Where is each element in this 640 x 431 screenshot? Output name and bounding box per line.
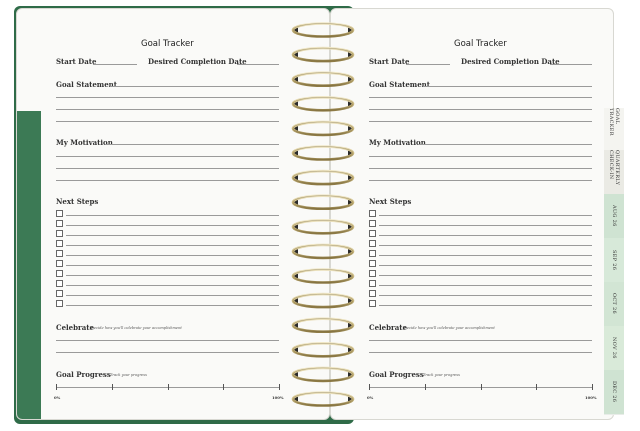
step-line[interactable] <box>66 255 279 256</box>
step-line[interactable] <box>379 255 592 256</box>
right-page <box>330 8 614 420</box>
start-date-line[interactable] <box>93 64 137 65</box>
celebrate-label: Celebrate <box>369 323 407 332</box>
checkbox[interactable] <box>56 240 63 247</box>
checkbox[interactable] <box>369 230 376 237</box>
completion-date-line[interactable] <box>550 64 592 65</box>
start-date-label: Start Date <box>369 57 410 66</box>
spiral-ring <box>293 73 353 86</box>
step-line[interactable] <box>379 215 592 216</box>
tab-label: OCT 26 <box>611 293 617 315</box>
step-line[interactable] <box>66 265 279 266</box>
writing-line[interactable] <box>56 180 279 181</box>
step-line[interactable] <box>66 285 279 286</box>
spiral-ring <box>293 24 353 37</box>
step-line[interactable] <box>379 235 592 236</box>
step-line[interactable] <box>66 295 279 296</box>
spiral-ring <box>293 196 353 209</box>
next-steps-label: Next Steps <box>369 197 412 206</box>
progress-hint: Track your progress <box>423 373 460 377</box>
progress-tick <box>536 384 537 390</box>
step-line[interactable] <box>66 215 279 216</box>
checkbox[interactable] <box>369 250 376 257</box>
motivation-label: My Motivation <box>56 138 113 147</box>
checkbox[interactable] <box>56 230 63 237</box>
spiral-ring <box>293 245 353 258</box>
tab-label: SEP 26 <box>611 249 617 271</box>
start-date-line[interactable] <box>406 64 450 65</box>
checkbox[interactable] <box>369 220 376 227</box>
motivation-label: My Motivation <box>369 138 426 147</box>
tab-quarterly-check-in[interactable] <box>604 150 624 195</box>
goal-statement-label: Goal Statement <box>56 80 117 89</box>
progress-end-label: 100% <box>272 395 284 400</box>
progress-tick <box>56 384 57 390</box>
spiral-ring <box>293 122 353 135</box>
spiral-ring <box>293 368 353 381</box>
writing-line[interactable] <box>56 168 279 169</box>
tab-label: AUG 26 <box>611 205 617 227</box>
step-line[interactable] <box>379 245 592 246</box>
goal-statement-line[interactable] <box>110 86 279 87</box>
progress-start-label: 0% <box>54 395 61 400</box>
progress-tick <box>279 384 280 390</box>
spiral-ring <box>293 270 353 283</box>
goal-progress-label: Goal Progress <box>56 370 111 379</box>
motivation-line[interactable] <box>418 144 592 145</box>
spiral-binding <box>286 14 360 410</box>
progress-tick <box>592 384 593 390</box>
checkbox[interactable] <box>369 240 376 247</box>
checkbox[interactable] <box>56 280 63 287</box>
checkbox[interactable] <box>56 260 63 267</box>
checkbox[interactable] <box>369 260 376 267</box>
tab-sep[interactable] <box>604 238 624 283</box>
progress-tick <box>425 384 426 390</box>
page-title: Goal Tracker <box>141 39 194 49</box>
start-date-label: Start Date <box>56 57 97 66</box>
step-line[interactable] <box>379 285 592 286</box>
checkbox[interactable] <box>369 290 376 297</box>
checkbox[interactable] <box>56 210 63 217</box>
step-line[interactable] <box>66 305 279 306</box>
writing-line[interactable] <box>369 180 592 181</box>
celebrate-hint: Decide how you'll celebrate your accomplishment <box>91 326 182 330</box>
motivation-line[interactable] <box>105 144 279 145</box>
step-line[interactable] <box>379 265 592 266</box>
page-title: Goal Tracker <box>454 39 507 49</box>
writing-line[interactable] <box>369 340 592 341</box>
step-line[interactable] <box>379 225 592 226</box>
next-steps-label: Next Steps <box>56 197 99 206</box>
tab-label: GOAL TRACKER <box>608 108 620 136</box>
month-tabs <box>604 108 626 418</box>
step-line[interactable] <box>66 245 279 246</box>
spiral-ring <box>293 343 353 356</box>
writing-line[interactable] <box>56 156 279 157</box>
progress-hint: Track your progress <box>110 373 147 377</box>
cover-edge <box>17 111 41 419</box>
progress-end-label: 100% <box>585 395 597 400</box>
checkbox[interactable] <box>56 220 63 227</box>
step-line[interactable] <box>379 295 592 296</box>
checkbox[interactable] <box>56 300 63 307</box>
progress-tick <box>223 384 224 390</box>
spiral-ring <box>293 97 353 110</box>
step-line[interactable] <box>66 235 279 236</box>
writing-line[interactable] <box>56 340 279 341</box>
progress-tick <box>112 384 113 390</box>
step-line[interactable] <box>379 305 592 306</box>
celebrate-label: Celebrate <box>56 323 94 332</box>
progress-tick <box>369 384 370 390</box>
writing-line[interactable] <box>56 352 279 353</box>
spiral-ring <box>293 171 353 184</box>
writing-line[interactable] <box>56 97 279 98</box>
goal-statement-label: Goal Statement <box>369 80 430 89</box>
progress-start-label: 0% <box>367 395 374 400</box>
spiral-ring <box>293 48 353 61</box>
spiral-ring <box>293 147 353 160</box>
writing-line[interactable] <box>369 121 592 122</box>
checkbox[interactable] <box>369 280 376 287</box>
tab-aug[interactable] <box>604 194 624 239</box>
completion-date-label: Desired Completion Date <box>148 57 247 66</box>
completion-date-label: Desired Completion Date <box>461 57 560 66</box>
writing-line[interactable] <box>56 109 279 110</box>
spiral-ring <box>293 319 353 332</box>
spiral-ring <box>293 220 353 233</box>
checkbox[interactable] <box>369 270 376 277</box>
progress-tick <box>481 384 482 390</box>
checkbox[interactable] <box>56 270 63 277</box>
tab-goal-tracker[interactable] <box>604 108 624 151</box>
tab-nov[interactable] <box>604 326 624 371</box>
tab-label: DEC 26 <box>611 381 617 403</box>
writing-line[interactable] <box>369 168 592 169</box>
tab-dec[interactable] <box>604 370 624 415</box>
tab-oct[interactable] <box>604 282 624 327</box>
writing-line[interactable] <box>369 352 592 353</box>
writing-line[interactable] <box>369 156 592 157</box>
checkbox[interactable] <box>56 290 63 297</box>
spiral-ring <box>293 393 353 406</box>
checkbox[interactable] <box>369 300 376 307</box>
celebrate-hint: Decide how you'll celebrate your accomplishment <box>404 326 495 330</box>
step-line[interactable] <box>66 225 279 226</box>
writing-line[interactable] <box>369 97 592 98</box>
spiral-ring <box>293 294 353 307</box>
goal-statement-line[interactable] <box>423 86 592 87</box>
writing-line[interactable] <box>56 121 279 122</box>
step-line[interactable] <box>379 275 592 276</box>
tab-label: QUARTERLY CHECK-IN <box>608 150 620 186</box>
checkbox[interactable] <box>56 250 63 257</box>
writing-line[interactable] <box>369 109 592 110</box>
tab-label: NOV 26 <box>611 337 617 359</box>
left-page <box>16 8 330 420</box>
goal-progress-label: Goal Progress <box>369 370 424 379</box>
checkbox[interactable] <box>369 210 376 217</box>
progress-tick <box>168 384 169 390</box>
completion-date-line[interactable] <box>237 64 279 65</box>
step-line[interactable] <box>66 275 279 276</box>
